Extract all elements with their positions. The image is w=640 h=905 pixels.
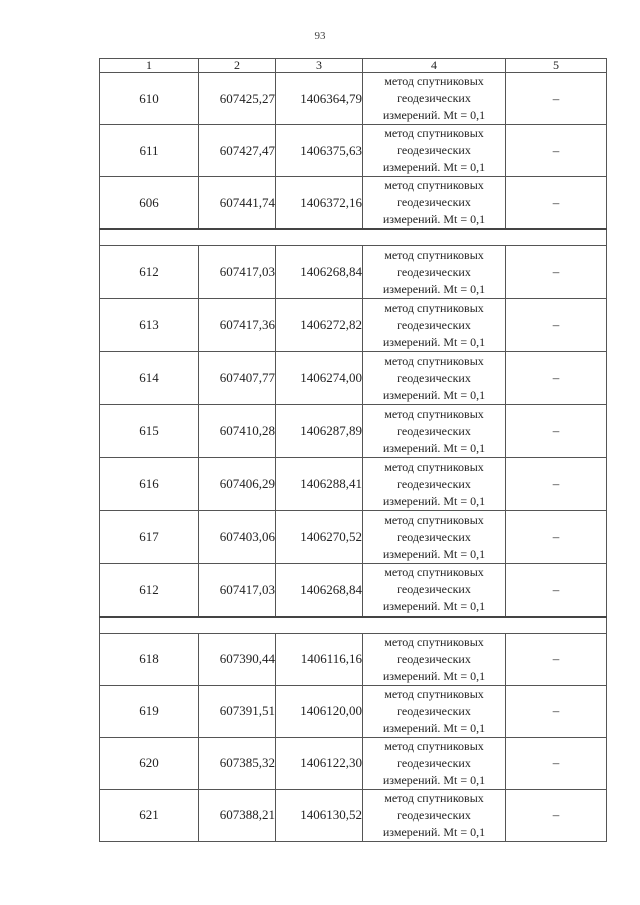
point-number-cell: 612 [100, 564, 199, 617]
method-cell [363, 458, 506, 511]
note-cell: – [506, 352, 607, 405]
note-cell: – [506, 458, 607, 511]
method-cell [363, 352, 506, 405]
method-line: измерений. Mt = 0,1 [382, 387, 486, 402]
method-line: измерений. Mt = 0,1 [382, 212, 486, 226]
method-line: измерений. Mt = 0,1 [382, 599, 486, 614]
y-coordinate-cell: 1406364,79 [276, 73, 363, 125]
method-line: измерений. Mt = 0,1 [382, 334, 486, 349]
method-line: измерений. Mt = 0,1 [382, 546, 486, 561]
column-header-y: 3 [276, 59, 363, 73]
method-line: метод спутниковых [384, 300, 484, 315]
separator-cell [100, 617, 607, 634]
note-cell: – [506, 564, 607, 617]
method-line: геодезических [397, 143, 471, 157]
table-row [100, 789, 607, 841]
method-cell [363, 177, 506, 230]
group-separator-row [100, 229, 607, 246]
table-row [100, 511, 607, 564]
table-row [100, 737, 607, 789]
method-line: измерений. Mt = 0,1 [382, 824, 486, 839]
x-coordinate-cell: 607407,77 [199, 352, 276, 405]
point-number-cell: 606 [100, 177, 199, 230]
y-coordinate-cell: 1406116,16 [276, 633, 363, 685]
x-coordinate-cell: 607391,51 [199, 685, 276, 737]
method-line: измерений. Mt = 0,1 [382, 772, 486, 787]
method-cell [363, 73, 506, 125]
x-coordinate-cell: 607410,28 [199, 405, 276, 458]
x-coordinate-cell: 607385,32 [199, 737, 276, 789]
y-coordinate-cell: 1406130,52 [276, 789, 363, 841]
note-cell: – [506, 685, 607, 737]
point-number-cell: 614 [100, 352, 199, 405]
column-header-note: 5 [506, 59, 607, 73]
method-line: геодезических [397, 195, 471, 209]
method-line: метод спутниковых [384, 738, 484, 753]
column-header-method: 4 [363, 59, 506, 73]
method-line: метод спутниковых [384, 512, 484, 527]
method-line: измерений. Mt = 0,1 [382, 440, 486, 455]
table-row [100, 352, 607, 405]
note-cell: – [506, 299, 607, 352]
method-cell [363, 246, 506, 299]
method-line: метод спутниковых [384, 565, 484, 580]
x-coordinate-cell: 607390,44 [199, 633, 276, 685]
table-row [100, 125, 607, 177]
x-coordinate-cell: 607425,27 [199, 73, 276, 125]
method-line: измерений. Mt = 0,1 [382, 493, 486, 508]
table-row [100, 405, 607, 458]
table-row [100, 633, 607, 685]
method-cell [363, 737, 506, 789]
method-line: метод спутниковых [384, 247, 484, 262]
method-line: измерений. Mt = 0,1 [382, 160, 486, 174]
note-cell: – [506, 73, 607, 125]
x-coordinate-cell: 607388,21 [199, 789, 276, 841]
method-line: измерений. Mt = 0,1 [382, 281, 486, 296]
table-row [100, 177, 607, 230]
method-line: геодезических [397, 529, 471, 544]
method-line: метод спутниковых [384, 126, 484, 140]
y-coordinate-cell: 1406375,63 [276, 125, 363, 177]
point-number-cell: 611 [100, 125, 199, 177]
table-row [100, 564, 607, 617]
y-coordinate-cell: 1406268,84 [276, 246, 363, 299]
x-coordinate-cell: 607417,36 [199, 299, 276, 352]
method-line: геодезических [397, 423, 471, 438]
method-line: геодезических [397, 317, 471, 332]
point-number-cell: 610 [100, 73, 199, 125]
method-line: метод спутниковых [384, 634, 484, 649]
method-line: измерений. Mt = 0,1 [382, 108, 486, 122]
note-cell: – [506, 177, 607, 230]
method-cell [363, 125, 506, 177]
y-coordinate-cell: 1406287,89 [276, 405, 363, 458]
column-header-x: 2 [199, 59, 276, 73]
point-number-cell: 616 [100, 458, 199, 511]
y-coordinate-cell: 1406274,00 [276, 352, 363, 405]
method-line: геодезических [397, 264, 471, 279]
method-line: метод спутниковых [384, 790, 484, 805]
separator-cell [100, 229, 607, 246]
method-cell [363, 685, 506, 737]
point-number-cell: 619 [100, 685, 199, 737]
table-header-row [100, 59, 607, 73]
y-coordinate-cell: 1406270,52 [276, 511, 363, 564]
note-cell: – [506, 633, 607, 685]
note-cell: – [506, 737, 607, 789]
table-row [100, 299, 607, 352]
note-cell: – [506, 789, 607, 841]
method-line: метод спутниковых [384, 74, 484, 88]
method-line: метод спутниковых [384, 686, 484, 701]
x-coordinate-cell: 607417,03 [199, 564, 276, 617]
y-coordinate-cell: 1406268,84 [276, 564, 363, 617]
method-line: метод спутниковых [384, 353, 484, 368]
note-cell: – [506, 511, 607, 564]
method-line: метод спутниковых [384, 178, 484, 192]
method-cell [363, 511, 506, 564]
x-coordinate-cell: 607427,47 [199, 125, 276, 177]
method-line: геодезических [397, 651, 471, 666]
point-number-cell: 615 [100, 405, 199, 458]
point-number-cell: 620 [100, 737, 199, 789]
y-coordinate-cell: 1406288,41 [276, 458, 363, 511]
table-row [100, 246, 607, 299]
table-row [100, 73, 607, 125]
x-coordinate-cell: 607441,74 [199, 177, 276, 230]
method-cell [363, 633, 506, 685]
method-cell [363, 564, 506, 617]
point-number-cell: 612 [100, 246, 199, 299]
method-line: геодезических [397, 582, 471, 597]
point-number-cell: 617 [100, 511, 199, 564]
point-number-cell: 618 [100, 633, 199, 685]
group-separator-row [100, 617, 607, 634]
y-coordinate-cell: 1406122,30 [276, 737, 363, 789]
method-cell [363, 299, 506, 352]
point-number-cell: 621 [100, 789, 199, 841]
method-cell [363, 789, 506, 841]
method-cell [363, 405, 506, 458]
method-line: измерений. Mt = 0,1 [382, 668, 486, 683]
method-line: измерений. Mt = 0,1 [382, 720, 486, 735]
method-line: геодезических [397, 91, 471, 105]
note-cell: – [506, 125, 607, 177]
table-row [100, 685, 607, 737]
page-number: 93 [314, 30, 326, 42]
method-line: метод спутниковых [384, 406, 484, 421]
note-cell: – [506, 405, 607, 458]
method-line: геодезических [397, 370, 471, 385]
y-coordinate-cell: 1406372,16 [276, 177, 363, 230]
table-body [100, 73, 607, 842]
column-header-point: 1 [100, 59, 199, 73]
table-row [100, 458, 607, 511]
x-coordinate-cell: 607403,06 [199, 511, 276, 564]
method-line: геодезических [397, 476, 471, 491]
method-line: геодезических [397, 807, 471, 822]
x-coordinate-cell: 607417,03 [199, 246, 276, 299]
method-line: метод спутниковых [384, 459, 484, 474]
coordinates-table [99, 58, 607, 842]
method-line: геодезических [397, 755, 471, 770]
method-line: геодезических [397, 703, 471, 718]
x-coordinate-cell: 607406,29 [199, 458, 276, 511]
point-number-cell: 613 [100, 299, 199, 352]
note-cell: – [506, 246, 607, 299]
y-coordinate-cell: 1406120,00 [276, 685, 363, 737]
y-coordinate-cell: 1406272,82 [276, 299, 363, 352]
